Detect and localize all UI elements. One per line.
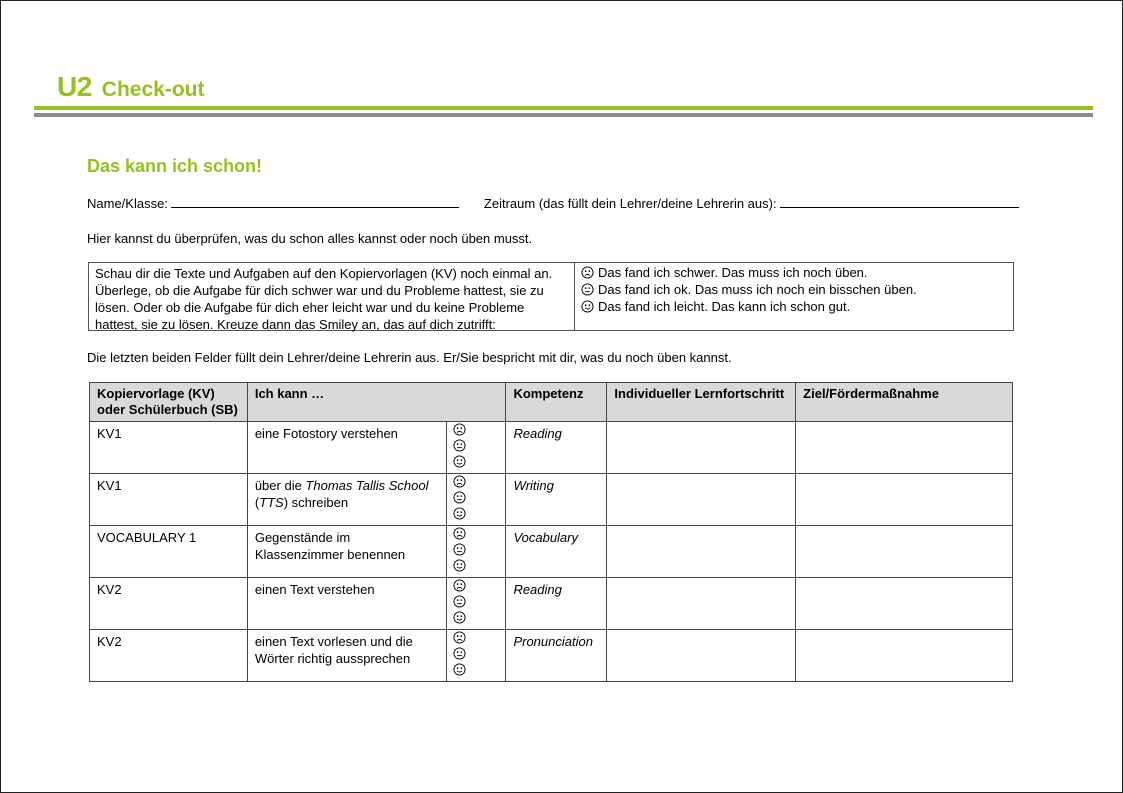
source-cell: KV2 bbox=[90, 630, 248, 682]
progress-cell[interactable] bbox=[607, 422, 796, 474]
sad-face-icon[interactable] bbox=[453, 423, 466, 436]
header-progress: Individueller Lernfortschritt bbox=[607, 383, 796, 422]
legend-item-neutral bbox=[581, 281, 917, 298]
table-row bbox=[90, 630, 1013, 682]
source-cell: KV2 bbox=[90, 578, 248, 630]
competence-cell: Pronunciation bbox=[506, 630, 607, 682]
progress-cell[interactable] bbox=[607, 526, 796, 578]
happy-face-icon[interactable] bbox=[453, 507, 466, 520]
legend-text-happy: Das fand ich leicht. Das kann ich schon gut. bbox=[598, 299, 851, 314]
teacher-note: Die letzten beiden Felder füllt dein Lehrer/deine Lehrerin aus. Er/Sie bespricht mit dir, was du noch üben kannst. bbox=[87, 350, 732, 365]
neutral-face-icon[interactable] bbox=[453, 439, 466, 452]
name-label: Name/Klasse: bbox=[87, 196, 168, 211]
smiley-choices bbox=[446, 474, 506, 526]
legend-text-sad: Das fand ich schwer. Das muss ich noch üben. bbox=[598, 265, 868, 280]
neutral-face-icon[interactable] bbox=[453, 491, 466, 504]
neutral-face-icon[interactable] bbox=[453, 595, 466, 608]
checkout-table bbox=[89, 382, 1013, 682]
happy-face-icon[interactable] bbox=[453, 559, 466, 572]
period-field[interactable] bbox=[780, 195, 1019, 208]
source-cell: VOCABULARY 1 bbox=[90, 526, 248, 578]
table-row bbox=[90, 422, 1013, 474]
header-can: Ich kann … bbox=[247, 383, 506, 422]
header-rule-gray bbox=[34, 113, 1093, 117]
intro-text: Hier kannst du überprüfen, was du schon alles kannst oder noch üben musst. bbox=[87, 231, 533, 246]
header-competence: Kompetenz bbox=[506, 383, 607, 422]
progress-cell[interactable] bbox=[607, 630, 796, 682]
sad-face-icon[interactable] bbox=[453, 527, 466, 540]
smiley-choices bbox=[446, 630, 506, 682]
progress-cell[interactable] bbox=[607, 474, 796, 526]
neutral-face-icon[interactable] bbox=[453, 647, 466, 660]
table-row bbox=[90, 578, 1013, 630]
competence-cell: Reading bbox=[506, 578, 607, 630]
unit-number: U2 bbox=[57, 71, 92, 102]
neutral-face-icon bbox=[581, 283, 594, 296]
can-cell: einen Text vorlesen und die Wörter richtig aussprechen bbox=[247, 630, 446, 682]
sad-face-icon[interactable] bbox=[453, 579, 466, 592]
can-cell: über die Thomas Tallis School (TTS) schreiben bbox=[247, 474, 446, 526]
header-rule-green bbox=[34, 106, 1093, 110]
smiley-choices bbox=[446, 578, 506, 630]
legend-item-happy bbox=[581, 298, 917, 315]
competence-cell: Writing bbox=[506, 474, 607, 526]
neutral-face-icon[interactable] bbox=[453, 543, 466, 556]
can-cell: einen Text verstehen bbox=[247, 578, 446, 630]
happy-face-icon[interactable] bbox=[453, 663, 466, 676]
goal-cell[interactable] bbox=[796, 474, 1013, 526]
can-cell: eine Fotostory verstehen bbox=[247, 422, 446, 474]
goal-cell[interactable] bbox=[796, 578, 1013, 630]
header-title: Check-out bbox=[101, 78, 205, 101]
smiley-choices bbox=[446, 422, 506, 474]
section-title: Das kann ich schon! bbox=[87, 156, 263, 176]
goal-cell[interactable] bbox=[796, 422, 1013, 474]
happy-face-icon[interactable] bbox=[453, 611, 466, 624]
table-row bbox=[90, 526, 1013, 578]
can-cell: Gegenstände im Klassenzimmer benennen bbox=[247, 526, 446, 578]
sad-face-icon[interactable] bbox=[453, 475, 466, 488]
sad-face-icon bbox=[581, 266, 594, 279]
name-field[interactable] bbox=[171, 195, 459, 208]
smiley-choices bbox=[446, 526, 506, 578]
instructions-text: Schau dir die Texte und Aufgaben auf den Kopiervorlagen (KV) noch einmal an. Überlege, ob die Aufgabe für dich schwer war und du Probleme hattest, sie zu lösen. Oder ob die Aufgabe für dich eher leicht war und du keine Probleme hattest, sie zu lösen. Kreuze dann das Smiley an, das auf dich zutrifft: bbox=[89, 263, 575, 330]
table-row bbox=[90, 474, 1013, 526]
header-goal: Ziel/Fördermaßnahme bbox=[796, 383, 1013, 422]
table-header-row bbox=[90, 383, 1013, 422]
progress-cell[interactable] bbox=[607, 578, 796, 630]
smiley-legend bbox=[575, 263, 923, 330]
competence-cell: Reading bbox=[506, 422, 607, 474]
happy-face-icon[interactable] bbox=[453, 455, 466, 468]
legend-text-neutral: Das fand ich ok. Das muss ich noch ein bisschen üben. bbox=[598, 282, 917, 297]
competence-cell: Vocabulary bbox=[506, 526, 607, 578]
source-cell: KV1 bbox=[90, 474, 248, 526]
goal-cell[interactable] bbox=[796, 526, 1013, 578]
legend-item-sad bbox=[581, 264, 917, 281]
name-period-line bbox=[87, 195, 1019, 211]
source-cell: KV1 bbox=[90, 422, 248, 474]
sad-face-icon[interactable] bbox=[453, 631, 466, 644]
header-source: Kopiervorlage (KV) oder Schülerbuch (SB) bbox=[90, 383, 248, 422]
happy-face-icon bbox=[581, 300, 594, 313]
period-label: Zeitraum (das füllt dein Lehrer/deine Lehrerin aus): bbox=[483, 196, 777, 211]
goal-cell[interactable] bbox=[796, 630, 1013, 682]
instructions-box bbox=[88, 262, 1014, 331]
unit-header bbox=[57, 71, 204, 103]
